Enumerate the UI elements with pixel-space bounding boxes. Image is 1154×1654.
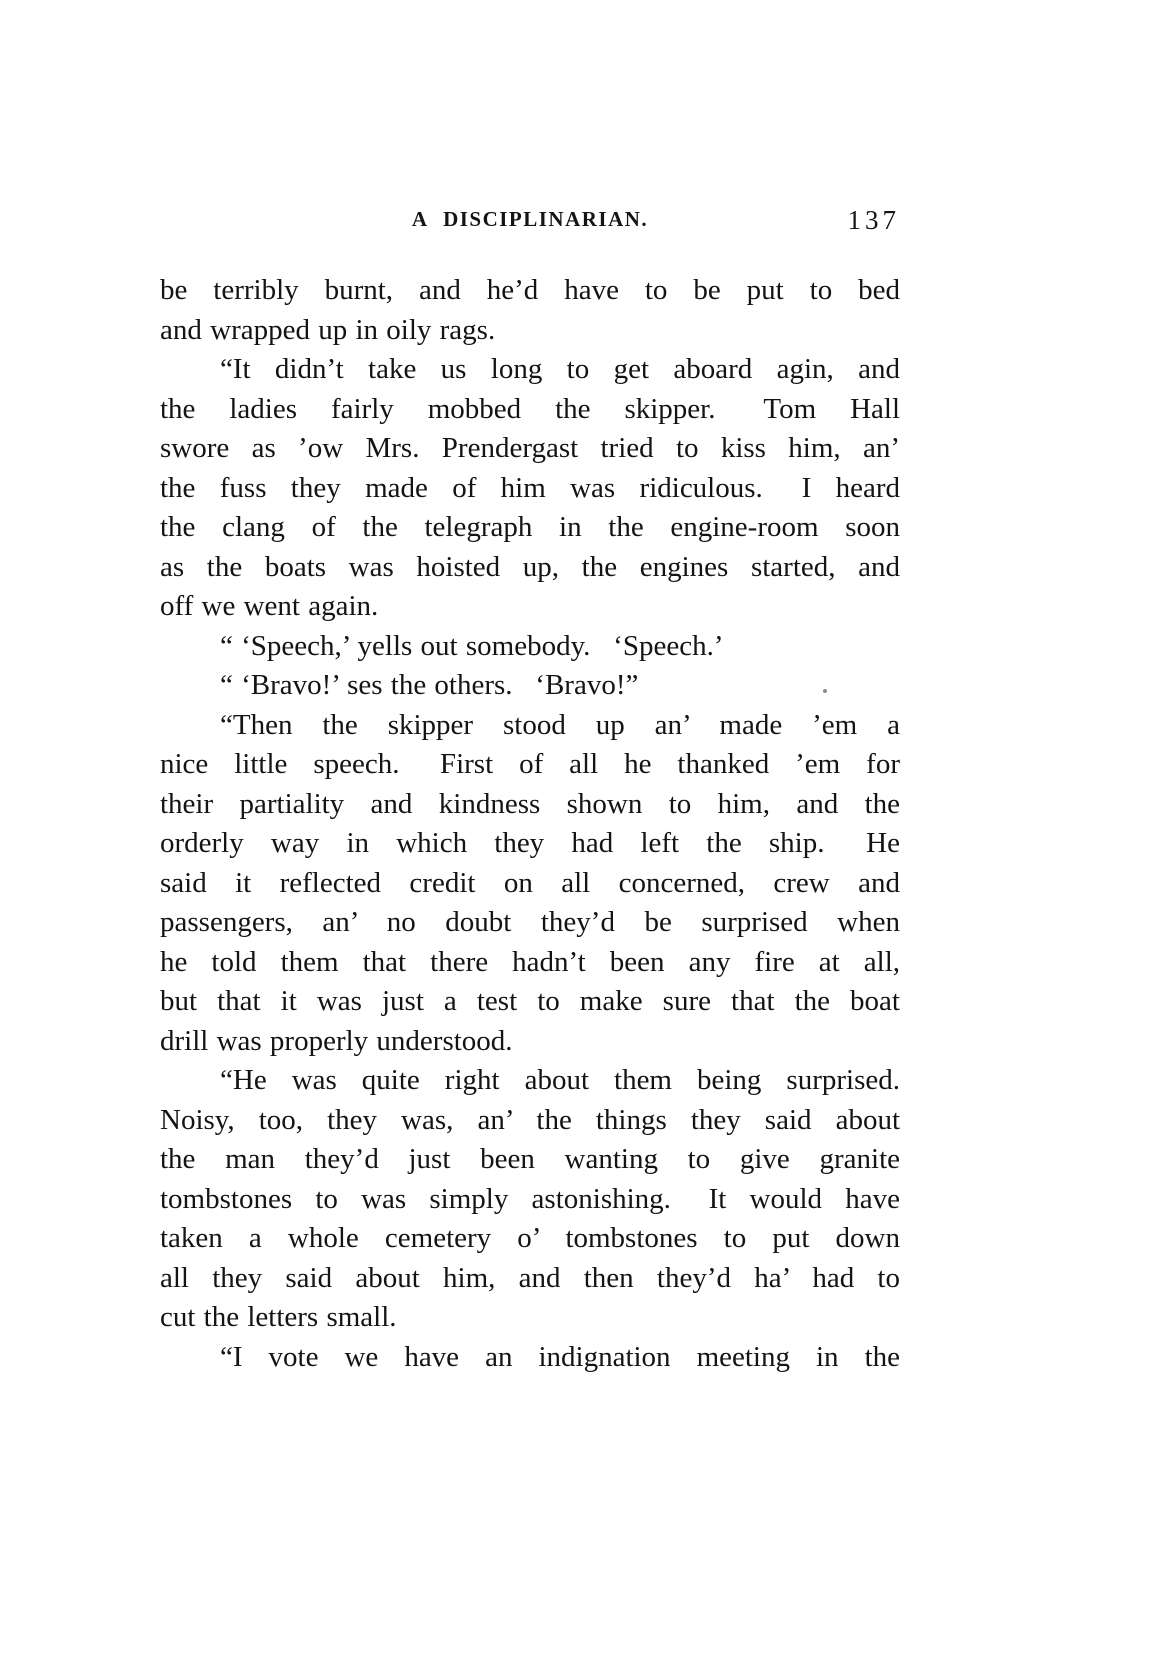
- text-line: their partiality and kindness shown to him, and the: [160, 787, 900, 820]
- text-line: he told them that there hadn’t been any fire at all,: [160, 945, 900, 978]
- text-line: be terribly burnt, and he’d have to be put to bed: [160, 274, 900, 306]
- text-line: and wrapped up in oily rags.: [160, 313, 496, 346]
- text-line: all they said about him, and then they’d ha’ had to: [160, 1261, 900, 1294]
- text-line: drill was properly understood.: [160, 1024, 513, 1057]
- text-line: the fuss they made of him was ridiculous. I heard: [160, 471, 900, 504]
- text-line: said it reflected credit on all concerned, crew and: [160, 866, 900, 899]
- text-line: taken a whole cemetery o’ tombstones to put down: [160, 1222, 900, 1254]
- text-line: as the boats was hoisted up, the engines started, and: [160, 550, 900, 583]
- text-line: off we went again.: [160, 590, 379, 622]
- running-head-title: A DISCIPLINARIAN.: [411, 207, 649, 231]
- text-line: cut the letters small.: [160, 1301, 397, 1333]
- text-line: the ladies fairly mobbed the skipper. Tom Hall: [160, 392, 900, 425]
- text-line: passengers, an’ no doubt they’d be surprised when: [160, 906, 900, 938]
- text-line: “He was quite right about them being surprised.: [220, 1064, 900, 1096]
- ink-speck: [823, 689, 827, 693]
- text-line: the clang of the telegraph in the engine-room soon: [160, 511, 900, 543]
- text-line: tombstones to was simply astonishing. It would have: [160, 1182, 900, 1215]
- text-line: “It didn’t take us long to get aboard agin, and: [220, 353, 900, 385]
- text-line: Noisy, too, they was, an’ the things they said about: [160, 1103, 900, 1136]
- text-line: the man they’d just been wanting to give granite: [160, 1143, 900, 1175]
- text-line: swore as ’ow Mrs. Prendergast tried to kiss him, an’: [160, 432, 900, 464]
- text-line: but that it was just a test to make sure that the boat: [160, 985, 900, 1017]
- text-line: nice little speech. First of all he thanked ’em for: [160, 748, 900, 780]
- text-line: “ ‘Speech,’ yells out somebody. ‘Speech.’: [220, 629, 724, 662]
- text-line: “ ‘Bravo!’ ses the others. ‘Bravo!”: [220, 669, 639, 701]
- text-line: “Then the skipper stood up an’ made ’em a: [220, 708, 900, 741]
- text-line: orderly way in which they had left the ship. He: [160, 827, 900, 859]
- page-header: [160, 204, 900, 246]
- page-number: 137: [847, 205, 900, 235]
- body-text: [160, 271, 900, 1377]
- text-line: “I vote we have an indignation meeting in the: [220, 1340, 900, 1373]
